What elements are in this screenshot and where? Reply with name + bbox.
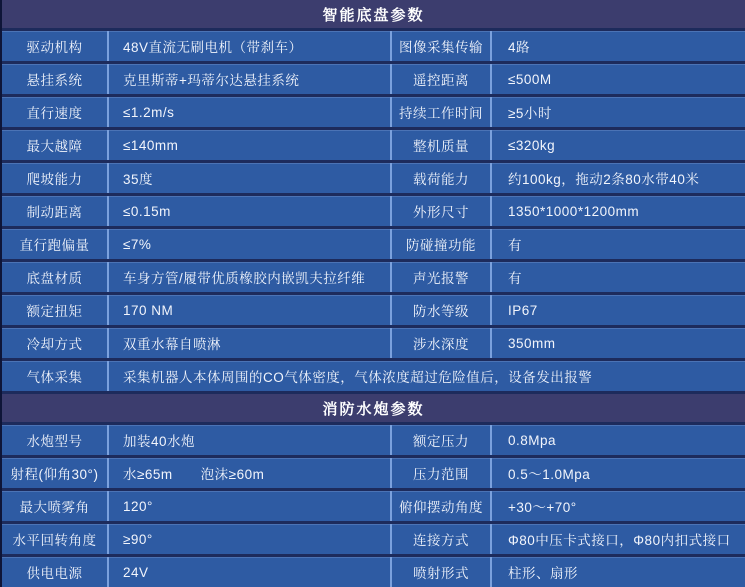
param-value: Φ80中压卡式接口，Φ80内扣式接口: [490, 524, 745, 554]
param-label: 射程(仰角30°): [10, 467, 99, 482]
param-label: 制动距离: [26, 205, 83, 220]
table-row: [2, 458, 745, 488]
param-value: ≤500M: [490, 64, 745, 94]
table-row: [2, 262, 745, 292]
param-label: 喷射形式: [390, 557, 490, 587]
table-row: [2, 196, 745, 226]
param-value: 24V: [107, 557, 390, 587]
param-label: 驱动机构: [26, 40, 83, 55]
param-value: ≤1.2m/s: [107, 97, 390, 127]
param-label: 气体采集: [26, 370, 83, 385]
section-title: 智能底盘参数: [322, 6, 425, 24]
param-value: IP67: [490, 295, 745, 325]
param-value: 车身方管/履带优质橡胶内嵌凯夫拉纤维: [107, 262, 390, 292]
param-label: 冷却方式: [26, 337, 83, 352]
param-label: 涉水深度: [390, 328, 490, 358]
table-row: [2, 361, 745, 391]
table-row: [2, 328, 745, 358]
param-value: 48V直流无刷电机（带刹车）: [107, 31, 390, 61]
param-value: ≥5小时: [490, 97, 745, 127]
param-label: 最大喷雾角: [19, 500, 90, 515]
table-row: [2, 130, 745, 160]
param-value: ≤7%: [107, 229, 390, 259]
param-value: ≤320kg: [490, 130, 745, 160]
table-row: [2, 557, 745, 587]
param-value: 柱形、扇形: [490, 557, 745, 587]
table-row: [2, 229, 745, 259]
param-label: 直行速度: [26, 106, 83, 121]
param-label: 图像采集传输: [390, 31, 490, 61]
param-label: 外形尺寸: [390, 196, 490, 226]
param-label: 载荷能力: [390, 163, 490, 193]
param-value: 35度: [107, 163, 390, 193]
param-label: 遥控距离: [390, 64, 490, 94]
section-header-1: [2, 0, 745, 28]
param-value: 有: [490, 262, 745, 292]
param-value: 双重水幕自喷淋: [107, 328, 390, 358]
table-row: [2, 491, 745, 521]
param-value: 0.8Mpa: [490, 425, 745, 455]
param-value: 克里斯蒂+玛蒂尔达悬挂系统: [107, 64, 390, 94]
param-label: 供电电源: [26, 566, 83, 581]
param-label: 水炮型号: [26, 434, 83, 449]
param-value: ≥90°: [107, 524, 390, 554]
param-value: 水≥65m 泡沫≥60m: [107, 458, 390, 488]
param-value: +30～+70°: [490, 491, 745, 521]
param-label: 悬挂系统: [26, 73, 83, 88]
param-label: 水平回转角度: [12, 533, 97, 548]
table-row: [2, 64, 745, 94]
table-row: [2, 31, 745, 61]
param-label: 额定扭矩: [26, 304, 83, 319]
param-value: 4路: [490, 31, 745, 61]
param-label: 俯仰摆动角度: [390, 491, 490, 521]
param-value: 约100kg，拖动2条80水带40米: [490, 163, 745, 193]
table-row: [2, 425, 745, 455]
spec-table: [2, 0, 745, 587]
param-label: 连接方式: [390, 524, 490, 554]
param-label: 防碰撞功能: [390, 229, 490, 259]
table-row: [2, 295, 745, 325]
param-label: 直行跑偏量: [19, 238, 90, 253]
section-header-2: [2, 394, 745, 422]
param-value: 有: [490, 229, 745, 259]
param-label: 整机质量: [390, 130, 490, 160]
param-value: 350mm: [490, 328, 745, 358]
table-row: [2, 97, 745, 127]
section-title: 消防水炮参数: [322, 400, 425, 418]
param-value: ≤140mm: [107, 130, 390, 160]
param-label: 底盘材质: [26, 271, 83, 286]
param-label: 持续工作时间: [390, 97, 490, 127]
param-value: 0.5～1.0Mpa: [490, 458, 745, 488]
param-value: 120°: [107, 491, 390, 521]
param-value: 采集机器人本体周围的CO气体密度，气体浓度超过危险值后，设备发出报警: [107, 361, 745, 391]
param-value: 1350*1000*1200mm: [490, 196, 745, 226]
param-value: ≤0.15m: [107, 196, 390, 226]
param-label: 声光报警: [390, 262, 490, 292]
param-value: 170 NM: [107, 295, 390, 325]
param-label: 额定压力: [390, 425, 490, 455]
param-value: 加装40水炮: [107, 425, 390, 455]
param-label: 防水等级: [390, 295, 490, 325]
param-label: 压力范围: [390, 458, 490, 488]
param-label: 最大越障: [26, 139, 83, 154]
param-label: 爬坡能力: [26, 172, 83, 187]
table-row: [2, 524, 745, 554]
table-row: [2, 163, 745, 193]
